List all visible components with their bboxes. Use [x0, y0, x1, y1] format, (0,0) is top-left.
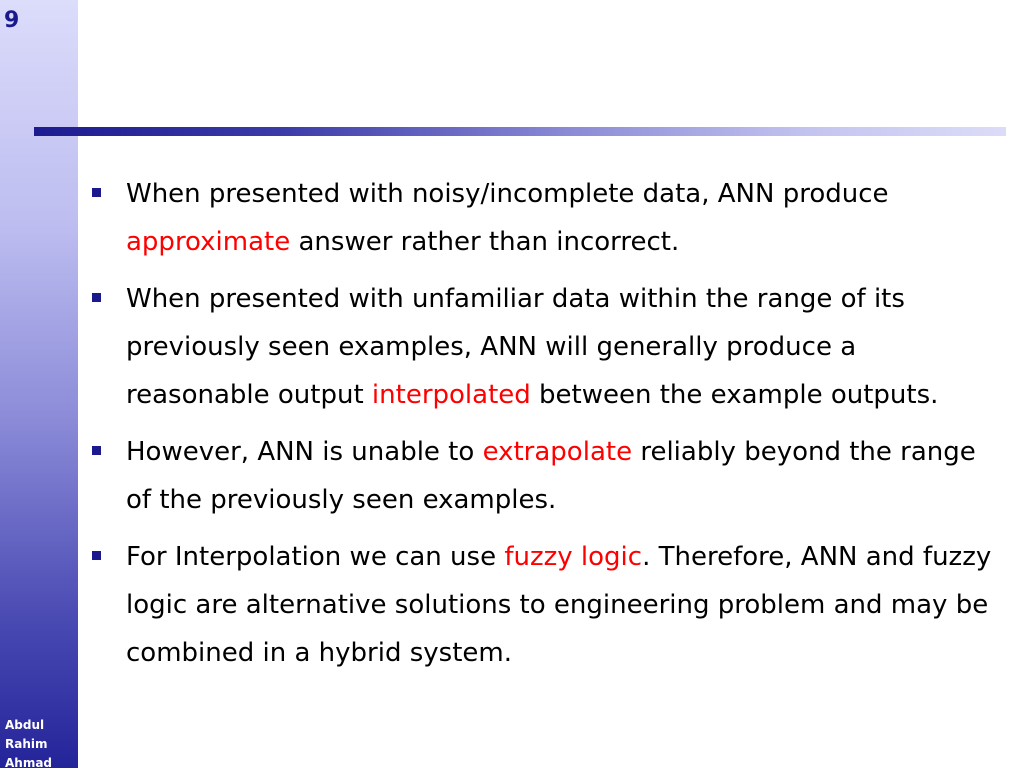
- slide-number: 9: [4, 8, 20, 33]
- bullet-item: [88, 170, 998, 266]
- author-middle-name: Rahim: [5, 737, 48, 751]
- square-bullet-icon: [92, 551, 101, 560]
- bullet-item: [88, 533, 998, 677]
- author-first-name: Abdul: [5, 718, 45, 732]
- highlighted-term: fuzzy logic: [504, 542, 643, 572]
- highlighted-term: approximate: [126, 227, 291, 257]
- square-bullet-icon: [92, 188, 101, 197]
- square-bullet-icon: [92, 446, 101, 455]
- bullet-text: reliably beyond the range of the previously seen examples.: [126, 437, 976, 515]
- side-bar: [0, 0, 78, 768]
- highlighted-term: interpolated: [371, 380, 531, 410]
- bullet-text: answer rather than incorrect.: [290, 227, 680, 257]
- bullet-item: [88, 275, 998, 419]
- bullet-text: . Therefore, ANN and fuzzy logic are alternative solutions to engineering problem and may be combined in a hybrid system.: [126, 542, 992, 668]
- title-divider: [34, 127, 1006, 136]
- bullet-item: [88, 428, 998, 524]
- bullet-text: When presented with noisy/incomplete data, ANN produce: [126, 179, 889, 209]
- highlighted-term: extrapolate: [482, 437, 633, 467]
- bullet-text: When presented with unfamiliar data within the range of its previously seen examples, ANN will generally produce a reasonable output: [126, 284, 905, 410]
- bullet-text: However, ANN is unable to: [126, 437, 483, 467]
- author-last-name: Ahmad: [5, 756, 53, 770]
- bullet-list: [88, 170, 998, 686]
- bullet-text: between the example outputs.: [530, 380, 939, 410]
- author-name: [5, 716, 52, 773]
- square-bullet-icon: [92, 293, 101, 302]
- bullet-text: For Interpolation we can use: [126, 542, 505, 572]
